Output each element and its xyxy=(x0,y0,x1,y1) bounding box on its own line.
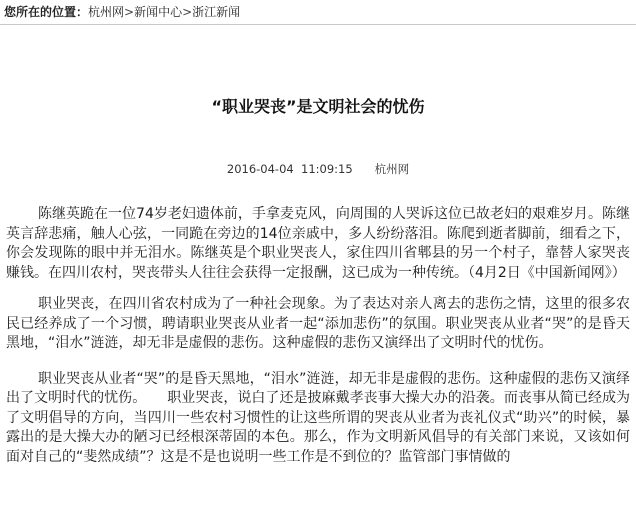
article-datetime: 2016-04-04 11:09:15 xyxy=(226,162,353,176)
article-paragraph: 陈继英跪在一位74岁老妇遗体前，手拿麦克风，向周围的人哭诉这位已故老妇的艰难岁月。陈继英言辞悲痛，触人心弦，一同跪在旁边的14位亲戚中，多人纷纷落泪。陈爬到逝者脚前，细看之下，你会发现陈的眼中并无泪水。陈继英是个职业哭丧人，家住四川省郫县的另一个村子，靠替人家哭丧赚钱。在四川农村，哭丧带头人往往会获得一定报酬，这已成为一种传统。（4月2日《中国新闻网》） xyxy=(6,206,630,281)
breadcrumb-link-zhejiang-news[interactable]: 浙江新闻 xyxy=(192,5,241,19)
article-body xyxy=(6,205,630,479)
article-meta xyxy=(0,161,636,177)
breadcrumb-label: 您所在的位置： xyxy=(4,5,89,19)
article-paragraph: 职业哭丧，在四川省农村成为了一种社会现象。为了表达对亲人离去的悲伤之情，这里的很多农民已经养成了一个习惯，聘请职业哭丧从业者一起“添加悲伤”的氛围。职业哭丧从业者“哭”的是昏天黑地，“泪水”涟涟，却无非是虚假的悲伤。这种虚假的悲伤又演绎出了文明时代的忧伤。 xyxy=(6,296,630,351)
breadcrumb-link-news-center[interactable]: 新闻中心 xyxy=(134,5,183,19)
breadcrumb-separator: > xyxy=(124,5,135,19)
breadcrumb-link-hangzhou[interactable]: 杭州网 xyxy=(88,5,125,19)
article-paragraph: 职业哭丧从业者“哭”的是昏天黑地，“泪水”涟涟，却无非是虚假的悲伤。这种虚假的悲伤又演绎出了文明时代的忧伤。 职业哭丧，说白了还是披麻戴孝丧事大操大办的沿袭。而丧事从简已经成为了文明倡导的方向，当四川一些农村习惯性的让这些所谓的哭丧从业者为丧礼仪式“助兴”的时候，暴露出的是大操大办的陋习已经根深蒂固的本色。那么，作为文明新风倡导的有关部门来说，又该如何面对自己的“斐然成绩”？这是不是也说明一些工作是不到位的？监管部门事情做的 xyxy=(6,370,630,465)
header-divider xyxy=(0,24,636,25)
article-title: “职业哭丧”是文明社会的忧伤 xyxy=(211,97,425,116)
breadcrumb xyxy=(4,3,240,21)
breadcrumb-separator: > xyxy=(182,5,193,19)
article-source: 杭州网 xyxy=(374,162,410,176)
